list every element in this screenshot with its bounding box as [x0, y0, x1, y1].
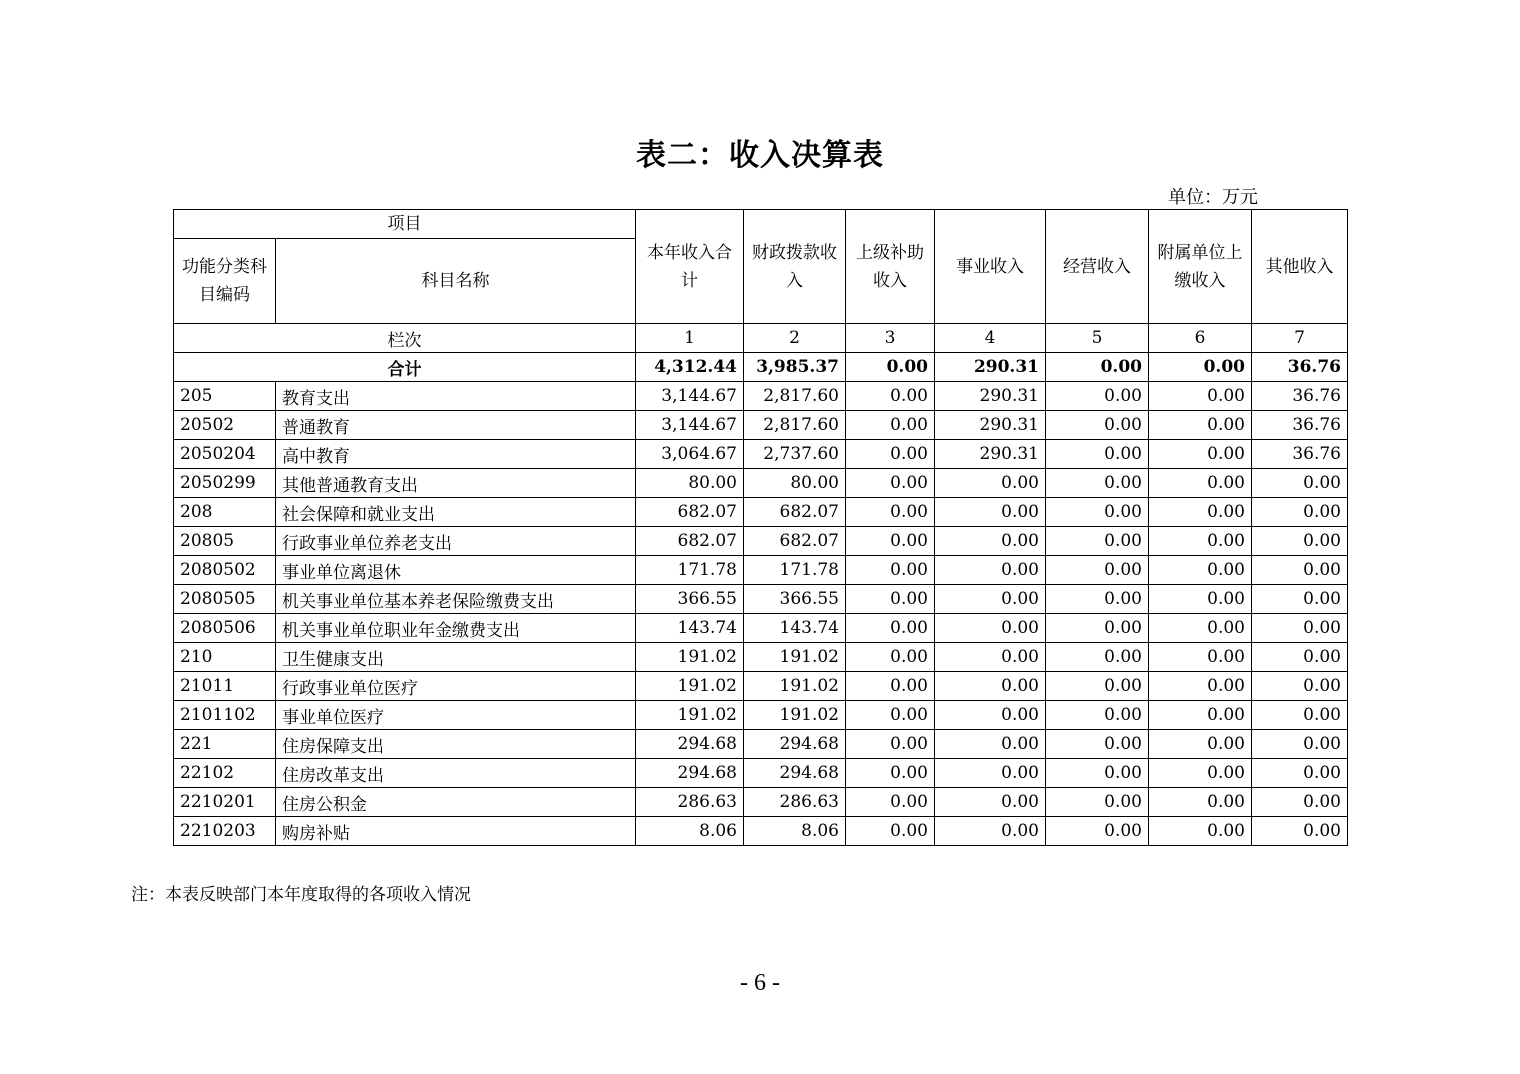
row-value: 682.07 [744, 498, 846, 527]
row-value: 0.00 [1149, 817, 1252, 846]
row-value: 0.00 [1149, 672, 1252, 701]
table-row [174, 759, 1348, 788]
table-row [174, 440, 1348, 469]
index-cell: 3 [846, 324, 935, 353]
row-value: 290.31 [935, 411, 1046, 440]
row-value: 0.00 [1046, 701, 1149, 730]
row-value: 0.00 [846, 585, 935, 614]
row-value: 0.00 [1046, 672, 1149, 701]
row-code: 2210203 [174, 817, 276, 846]
header-col-7: 其他收入 [1252, 210, 1348, 324]
index-cell: 1 [636, 324, 744, 353]
index-cell: 5 [1046, 324, 1149, 353]
row-value: 0.00 [1046, 411, 1149, 440]
row-value: 294.68 [636, 730, 744, 759]
header-col-6: 附属单位上缴收入 [1149, 210, 1252, 324]
row-value: 36.76 [1252, 382, 1348, 411]
index-cell: 6 [1149, 324, 1252, 353]
row-value: 0.00 [846, 469, 935, 498]
row-value: 0.00 [935, 759, 1046, 788]
row-code: 205 [174, 382, 276, 411]
total-value: 290.31 [935, 353, 1046, 382]
row-value: 366.55 [744, 585, 846, 614]
row-value: 0.00 [935, 730, 1046, 759]
row-value: 0.00 [935, 469, 1046, 498]
row-value: 366.55 [636, 585, 744, 614]
row-code: 2080502 [174, 556, 276, 585]
row-value: 286.63 [744, 788, 846, 817]
row-value: 0.00 [1252, 643, 1348, 672]
row-value: 0.00 [1046, 614, 1149, 643]
header-col-4: 事业收入 [935, 210, 1046, 324]
row-value: 0.00 [1046, 788, 1149, 817]
header-col-2: 财政拨款收入 [744, 210, 846, 324]
total-value: 0.00 [1149, 353, 1252, 382]
row-value: 143.74 [744, 614, 846, 643]
row-value: 0.00 [1149, 614, 1252, 643]
row-code: 210 [174, 643, 276, 672]
row-value: 286.63 [636, 788, 744, 817]
row-value: 2,737.60 [744, 440, 846, 469]
row-name: 教育支出 [276, 382, 636, 411]
row-value: 0.00 [1149, 469, 1252, 498]
table-note: 注：本表反映部门本年度取得的各项收入情况 [131, 885, 471, 905]
row-value: 0.00 [1046, 382, 1149, 411]
row-value: 0.00 [846, 701, 935, 730]
row-name: 住房保障支出 [276, 730, 636, 759]
row-value: 0.00 [846, 527, 935, 556]
header-col-5: 经营收入 [1046, 210, 1149, 324]
row-value: 0.00 [846, 498, 935, 527]
total-value: 0.00 [846, 353, 935, 382]
row-value: 0.00 [1149, 411, 1252, 440]
row-value: 0.00 [846, 672, 935, 701]
row-value: 0.00 [846, 556, 935, 585]
row-value: 682.07 [636, 498, 744, 527]
unit-label: 单位：万元 [1168, 187, 1258, 208]
total-value: 36.76 [1252, 353, 1348, 382]
row-value: 0.00 [1046, 527, 1149, 556]
row-value: 0.00 [1149, 730, 1252, 759]
row-value: 0.00 [935, 643, 1046, 672]
row-value: 191.02 [744, 672, 846, 701]
row-value: 0.00 [935, 701, 1046, 730]
row-value: 0.00 [1046, 440, 1149, 469]
row-value: 0.00 [1252, 614, 1348, 643]
row-value: 0.00 [1149, 701, 1252, 730]
row-code: 2080506 [174, 614, 276, 643]
row-name: 高中教育 [276, 440, 636, 469]
row-name: 住房改革支出 [276, 759, 636, 788]
row-name: 事业单位离退休 [276, 556, 636, 585]
total-value: 4,312.44 [636, 353, 744, 382]
row-value: 3,144.67 [636, 411, 744, 440]
row-name: 购房补贴 [276, 817, 636, 846]
index-cell: 2 [744, 324, 846, 353]
row-value: 0.00 [935, 672, 1046, 701]
header-project: 项目 [174, 210, 636, 239]
row-value: 0.00 [1252, 701, 1348, 730]
row-value: 143.74 [636, 614, 744, 643]
row-value: 0.00 [1252, 788, 1348, 817]
row-value: 0.00 [1252, 585, 1348, 614]
table-row [174, 527, 1348, 556]
row-value: 191.02 [744, 701, 846, 730]
index-cell: 7 [1252, 324, 1348, 353]
row-value: 0.00 [846, 759, 935, 788]
row-code: 22102 [174, 759, 276, 788]
row-value: 191.02 [636, 701, 744, 730]
row-value: 0.00 [1149, 585, 1252, 614]
row-value: 80.00 [636, 469, 744, 498]
index-cell: 4 [935, 324, 1046, 353]
row-value: 80.00 [744, 469, 846, 498]
row-value: 0.00 [846, 382, 935, 411]
row-name: 行政事业单位医疗 [276, 672, 636, 701]
row-value: 294.68 [636, 759, 744, 788]
row-value: 2,817.60 [744, 382, 846, 411]
table-row [174, 556, 1348, 585]
row-code: 20502 [174, 411, 276, 440]
row-name: 普通教育 [276, 411, 636, 440]
row-value: 8.06 [636, 817, 744, 846]
row-code: 2050204 [174, 440, 276, 469]
table-row [174, 788, 1348, 817]
row-name: 事业单位医疗 [276, 701, 636, 730]
row-value: 0.00 [1149, 440, 1252, 469]
row-value: 171.78 [636, 556, 744, 585]
row-value: 0.00 [1149, 556, 1252, 585]
row-value: 0.00 [1046, 498, 1149, 527]
row-code: 2210201 [174, 788, 276, 817]
row-value: 0.00 [1252, 672, 1348, 701]
row-name: 机关事业单位职业年金缴费支出 [276, 614, 636, 643]
table-row [174, 730, 1348, 759]
total-row [174, 353, 1348, 382]
total-value: 3,985.37 [744, 353, 846, 382]
row-code: 20805 [174, 527, 276, 556]
total-value: 0.00 [1046, 353, 1149, 382]
row-value: 0.00 [1046, 730, 1149, 759]
row-value: 0.00 [935, 614, 1046, 643]
total-label: 合计 [174, 353, 636, 382]
index-label: 栏次 [174, 324, 636, 353]
row-value: 0.00 [1252, 730, 1348, 759]
row-name: 住房公积金 [276, 788, 636, 817]
header-code: 功能分类科目编码 [174, 239, 276, 324]
row-value: 0.00 [1046, 643, 1149, 672]
row-value: 0.00 [1149, 788, 1252, 817]
row-value: 294.68 [744, 730, 846, 759]
row-value: 682.07 [744, 527, 846, 556]
row-code: 2080505 [174, 585, 276, 614]
row-value: 0.00 [935, 498, 1046, 527]
row-value: 171.78 [744, 556, 846, 585]
row-value: 0.00 [1046, 759, 1149, 788]
row-code: 221 [174, 730, 276, 759]
row-value: 8.06 [744, 817, 846, 846]
row-value: 0.00 [1252, 469, 1348, 498]
row-code: 208 [174, 498, 276, 527]
table-row [174, 672, 1348, 701]
table-row [174, 817, 1348, 846]
row-value: 0.00 [935, 788, 1046, 817]
row-value: 682.07 [636, 527, 744, 556]
row-value: 0.00 [1046, 469, 1149, 498]
header-col-1: 本年收入合计 [636, 210, 744, 324]
row-value: 0.00 [846, 817, 935, 846]
header-name: 科目名称 [276, 239, 636, 324]
row-name: 其他普通教育支出 [276, 469, 636, 498]
row-value: 0.00 [935, 817, 1046, 846]
row-value: 0.00 [1252, 759, 1348, 788]
row-value: 0.00 [846, 643, 935, 672]
row-value: 290.31 [935, 382, 1046, 411]
row-value: 36.76 [1252, 440, 1348, 469]
row-code: 2050299 [174, 469, 276, 498]
row-value: 294.68 [744, 759, 846, 788]
row-value: 0.00 [846, 440, 935, 469]
row-value: 0.00 [846, 614, 935, 643]
row-value: 0.00 [1252, 817, 1348, 846]
row-value: 0.00 [1149, 498, 1252, 527]
row-value: 191.02 [744, 643, 846, 672]
row-value: 0.00 [1046, 585, 1149, 614]
table-row [174, 382, 1348, 411]
row-value: 3,144.67 [636, 382, 744, 411]
page-title: 表二：收入决算表 [636, 138, 884, 173]
row-value: 0.00 [1149, 382, 1252, 411]
table-row [174, 469, 1348, 498]
page-number: - 6 - [740, 970, 780, 996]
row-value: 0.00 [1149, 759, 1252, 788]
table-row [174, 585, 1348, 614]
row-value: 0.00 [1046, 556, 1149, 585]
row-value: 0.00 [1149, 643, 1252, 672]
row-name: 机关事业单位基本养老保险缴费支出 [276, 585, 636, 614]
row-value: 0.00 [1252, 556, 1348, 585]
row-value: 0.00 [935, 585, 1046, 614]
row-value: 0.00 [1252, 498, 1348, 527]
row-value: 3,064.67 [636, 440, 744, 469]
row-value: 0.00 [935, 556, 1046, 585]
row-value: 0.00 [846, 788, 935, 817]
row-value: 290.31 [935, 440, 1046, 469]
row-value: 2,817.60 [744, 411, 846, 440]
header-col-3: 上级补助收入 [846, 210, 935, 324]
row-value: 0.00 [846, 730, 935, 759]
table-row [174, 614, 1348, 643]
row-name: 卫生健康支出 [276, 643, 636, 672]
row-value: 0.00 [935, 527, 1046, 556]
table-row [174, 701, 1348, 730]
table-row [174, 643, 1348, 672]
row-value: 191.02 [636, 672, 744, 701]
row-code: 2101102 [174, 701, 276, 730]
income-table [173, 209, 1348, 846]
row-name: 社会保障和就业支出 [276, 498, 636, 527]
row-name: 行政事业单位养老支出 [276, 527, 636, 556]
row-value: 0.00 [1149, 527, 1252, 556]
row-value: 0.00 [846, 411, 935, 440]
row-value: 0.00 [1046, 817, 1149, 846]
row-value: 0.00 [1252, 527, 1348, 556]
row-value: 36.76 [1252, 411, 1348, 440]
row-code: 21011 [174, 672, 276, 701]
table-row [174, 411, 1348, 440]
table-row [174, 498, 1348, 527]
row-value: 191.02 [636, 643, 744, 672]
